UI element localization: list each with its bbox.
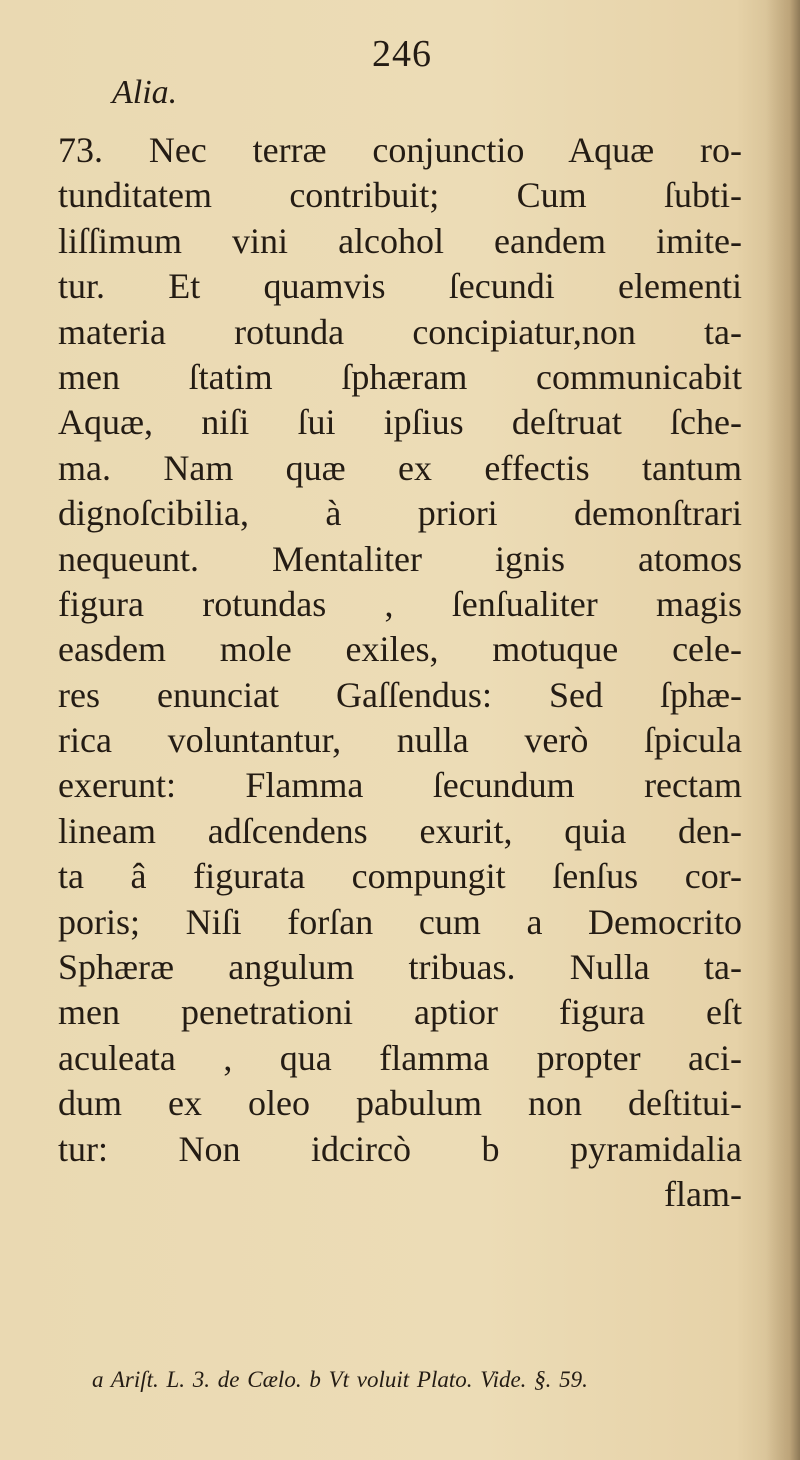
catchword: flam- bbox=[664, 1173, 742, 1214]
text-line: poris; Niſi forſan cum a Democrito bbox=[58, 901, 742, 942]
text-line: materia rotunda concipiatur,non ta- bbox=[58, 311, 742, 352]
text-line: tunditatem contribuit; Cum ſubti- bbox=[58, 175, 742, 216]
section-heading: Alia. bbox=[112, 74, 178, 111]
text-line: figura rotundas , ſenſualiter magis bbox=[58, 583, 742, 624]
text-line: ma. Nam quæ ex effectis tantum bbox=[58, 447, 742, 488]
footnotes: a Ariſt. L. 3. de Cælo. b Vt voluit Plato. Vide. §. 59. bbox=[92, 1367, 588, 1392]
body-text bbox=[58, 128, 742, 1217]
text-line: nequeunt. Mentaliter ignis atomos bbox=[58, 538, 742, 579]
text-line: lineam adſcendens exurit, quia den- bbox=[58, 810, 742, 851]
page-edge-shadow bbox=[766, 0, 800, 1460]
text-line: Sphæræ angulum tribuas. Nulla ta- bbox=[58, 947, 742, 988]
text-line: tur. Et quamvis ſecundi elementi bbox=[58, 266, 742, 307]
page-number: 246 bbox=[372, 33, 432, 75]
text-line: 73. Nec terræ conjunctio Aquæ ro- bbox=[58, 130, 742, 170]
text-line: rica voluntantur, nulla verò ſpicula bbox=[58, 720, 742, 761]
text-line: dum ex oleo pabulum non deſtitui- bbox=[58, 1083, 742, 1124]
text-line: easdem mole exiles, motuque cele- bbox=[58, 629, 742, 670]
text-line: tur: Non idcircò b pyramidalia bbox=[58, 1128, 742, 1169]
text-line: men ſtatim ſphæram communicabit bbox=[58, 356, 742, 397]
text-line: men penetrationi aptior figura eſt bbox=[58, 992, 742, 1033]
text-line: aculeata , qua flamma propter aci- bbox=[58, 1037, 742, 1078]
text-line: res enunciat Gaſſendus: Sed ſphæ- bbox=[58, 674, 742, 715]
text-line: ta â figurata compungit ſenſus cor- bbox=[58, 856, 742, 897]
text-line: Aquæ, niſi ſui ipſius deſtruat ſche- bbox=[58, 402, 742, 443]
text-line: exerunt: Flamma ſecundum rectam bbox=[58, 765, 742, 806]
text-line: dignoſcibilia, à priori demonſtrari bbox=[58, 493, 742, 534]
text-line: liſſimum vini alcohol eandem imite- bbox=[58, 220, 742, 261]
